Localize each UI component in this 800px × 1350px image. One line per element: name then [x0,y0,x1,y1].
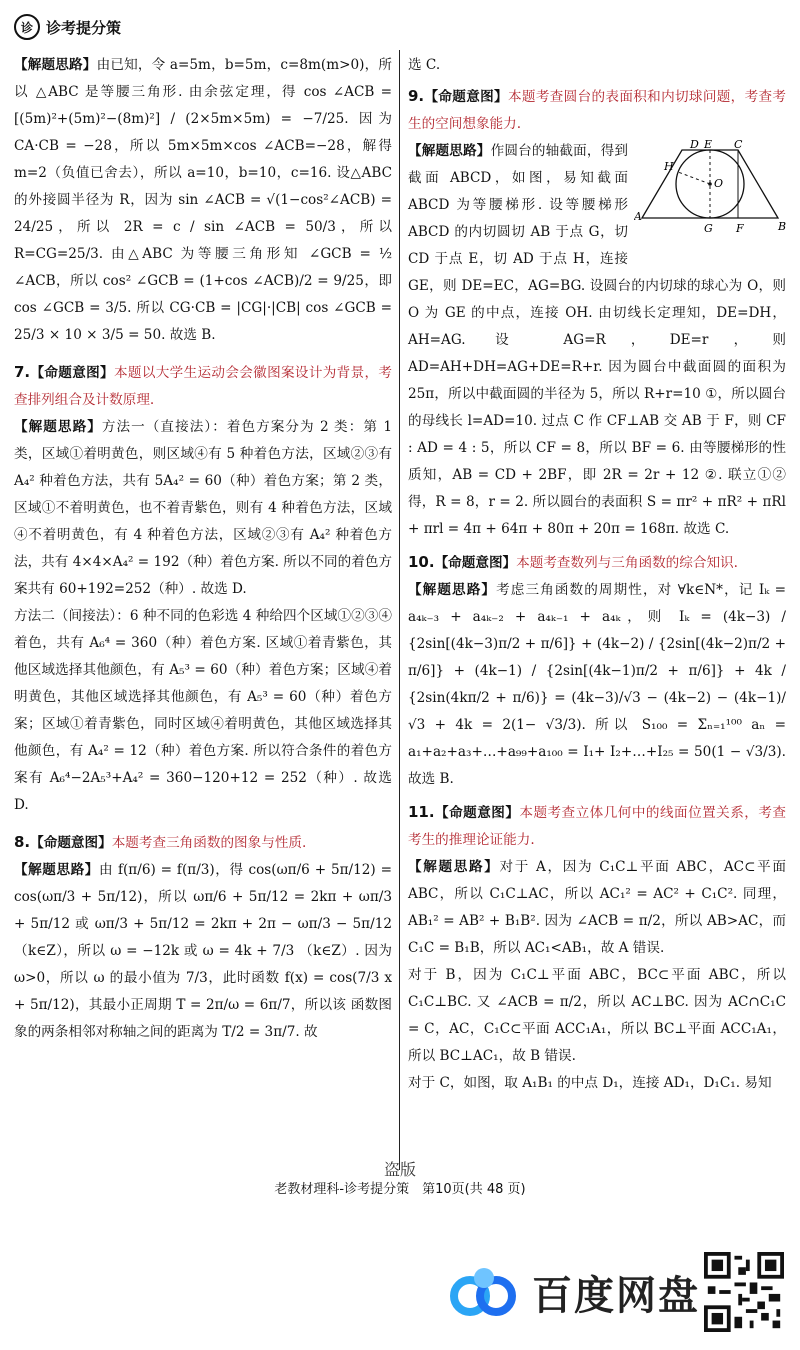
q11-intent-text: 本题考查立体几何中的线面位置关系，考查考生的推理论证能力. [408,805,787,848]
q10-solution [408,577,786,793]
q8-line-2: cos(ωπ/3 + 5π/12)，所以 ωπ/6 + 5π/12 = 2kπ + ωπ/3 + 5π/12 或 ωπ/3 + 5π/12 = [14,889,392,932]
q6-line-9: cos ∠GCB = 3/5. 所以 CG·CB = |CG|·|CB| cos ∠GCB = [14,300,392,316]
frustum-cross-section-diagram [634,140,786,260]
q9-intent [408,83,786,138]
q6-line-3: [(5m)²+(5m)²−(8m)²] / (2×5m×5m) = −7/25. 因为 CA·CB = −28，所以 [14,111,392,154]
baidu-netdisk-name: 百度网盘 [532,1272,700,1319]
page-footer: 老教材理科-诊考提分策 第10页(共 48 页) [274,1182,526,1197]
point-o [708,182,712,186]
q9-number: 9. [408,87,425,105]
q8-solution [14,857,392,1046]
q10-intent-text: 本题考查数列与三角函数的综合知识. [516,555,738,571]
label-h: H [664,160,674,173]
label-d: D [690,140,699,151]
q10-line-1: 考虑三角函数的周期性，对 ∀k∈N*，记 [496,582,754,598]
q8-line-4: （k∈Z）. 因为 ω>0，所以 ω 的最小值为 7/3，此时函数 [14,943,392,986]
q6-line-2: △ABC 是等腰三角形. 由余弦定理，得 cos ∠ACB = [35,84,393,100]
segment-oh [678,172,710,184]
q8-line-6: 函数图象的两条相邻对称轴之间的距离为 T/2 = 3π/7. 故 [14,997,393,1040]
q11-solution-c [408,1070,786,1097]
q7-solution [14,414,392,603]
header-title: 诊考提分策 [46,18,122,37]
q6-line-7: 50/3，所以 R=CG=25/3. 由△ABC 为等腰三角形知 ∠GCB = [14,219,392,262]
q11-solution-tag: 【解题思路】 [408,859,500,875]
label-g: G [704,222,713,235]
q6-line-1: 由已知，令 a=5m，b=5m，c=8m(m>0)，所以 [14,57,392,100]
q10-line-3: (4k−2) / {2sin[(4k−2)π/2 + π/6]} + (4k−1) / {2sin[(4k−1)π/2 + π/6]} + [408,636,786,679]
label-c: C [734,140,743,151]
baidu-netdisk-logo-icon [448,1262,520,1322]
q8-intent [14,829,392,857]
q7-number: 7. [14,363,31,381]
q11-option-c: 对于 C，如图，取 A₁B₁ 的中点 D₁，连接 AD₁，D₁C₁. 易知 [408,1075,772,1091]
q7-method-2: 方法二（间接法）：6 种不同的色彩选 4 种给四个区域①②③④着色，共有 A₆⁴ = 360（种）着色方案. 区域①着青紫色，其他区域选择其他颜色，有 A₅³ = 60（种）着色方案；区域④着明黄色，其他区域选择其他颜色，有 A₅³ = 60（种）着色方案；区域①着青紫色，同时区域④着明黄色，其他区域选择其他颜色，有 A₄² = 12（种）着色方案. 所以符合条件的着色方案有 A₆⁴−2A₅³+A₄² = 360−120+12 = 252（种）. 故选 D. [14,608,392,813]
label-o: O [714,177,724,190]
q8-intent-tag: 【命题意图】 [30,835,112,851]
label-b: B [778,220,786,233]
q11-intent-tag: 【命题意图】 [434,805,520,821]
q10-line-4: 4k / {2sin(4kπ/2 + π/6)} = (4k−3)/√3 − (4k−2) − (4k−1)/√3 + 4k = 2(1− [408,663,786,733]
right-column [408,52,786,1097]
q7-intent-tag: 【命题意图】 [30,365,114,381]
q6-line-10: 25/3 × 10 × 3/5 = 50. 故选 B. [14,327,216,343]
q10-number: 10. [408,553,435,571]
q11-option-b: 对于 B，因为 C₁C⊥平面 ABC，BC⊂平面 ABC，所以 C₁C⊥BC. 又 ∠ACB = π/2，所以 AC⊥BC. 因为 AC∩C₁C = C，AC，C₁C⊂平面 ACC₁A₁，所以 BC⊥平面 ACC₁A₁，所以 BC⊥AC₁，故 B 错误. [408,967,787,1064]
q8-solution-tag: 【解题思路】 [14,862,99,878]
column-divider [399,50,400,1170]
q6-solution-tag: 【解题思路】 [14,57,97,73]
q7-solution-tag: 【解题思路】 [14,419,102,435]
qr-code-icon[interactable] [704,1252,784,1332]
q6-solution [14,52,392,349]
q11-solution-b [408,962,786,1070]
q11-option-a: 对于 A，因为 C₁C⊥平面 ABC，AC⊂平面 ABC，所以 C₁C⊥AC，所以 AC₁² = AC² + C₁C². 同理，AB₁² = AB² + B₁B². 因为 ∠ACB = π/2，所以 AB>AC，而 C₁C = B₁B，所以 AC₁<AB₁，故 A 错误. [408,859,786,956]
q9-solution-tag: 【解题思路】 [408,143,491,159]
q7-method-1: 方法一（直接法）：着色方案分为 2 类：第 1 类，区域①着明黄色，则区域④有 5 种着色方法，区域②③有 A₄² 种着色方法，共有 5A₄² = 60（种）着色方案；第 2 类，区域①不着明黄色，也不着青紫色，则有 4 种着色方法，区域④不着明黄色，有 4 种着色方法，区域②③有 A₄² 种着色方法，共有 4×4×A₄² = 192（种）着色方案. 所以不同的着色方案共有 60+192=252（种）. 故选 D. [14,419,393,597]
q7-method-2-para [14,603,392,819]
label-e: E [704,140,713,151]
q11-solution-a [408,854,786,962]
q11-intent [408,799,786,854]
q9-solution-text: 作圆台的轴截面，得到截面 ABCD，如图，易知截面 ABCD 为等腰梯形. 设等腰梯形 ABCD 的内切圆切 AB 于点 G，切 CD 于点 E，切 AD 于点 H，连接 GE，则 DE=EC，AG=BG. 设圆台的内切球的球心为 O，则 O 为 GE 的中点，连接 OH. 由切线长定理知，DE=DH，AH=AG. 设 AG=R，DE=r，则 AD=AH+DH=AG+DE=R+r. 因为圆台中截面圆的面积为 25π，所以中截面圆的半径为 5，所以 R+r=10 ①，所以圆台的母线长 l=AD=10. 过点 C 作 CF⊥AB 交 AB 于 F，则 CF : AD = 4 : 5，所以 CF = 8，所以 BF = 6. 由等腰梯形的性质知，AB = CD + 2BF，即 2R = 2r + 12 ②. 联立①②得，R = 8，r = 2. 所以圆台的表面积 S = πr² + πR² + πRl + πrl = 4π + 64π + 80π + 20π = 168π. 故选 C. [408,143,786,537]
baidu-netdisk-banner [448,1262,700,1322]
q10-intent-tag: 【命题意图】 [434,555,517,571]
q10-line-6: I₂+…+I₂₅ = 50(1 − √3/3). 故选 B. [408,744,786,787]
q6-line-8: ½ ∠ACB，所以 cos² ∠GCB = (1+cos ∠ACB)/2 = 9/25，即 [14,246,392,289]
q7-intent-text: 本题以大学生运动会会徽图案设计为背景，考查排列组合及计数原理. [14,365,393,408]
watermark-text: 盗版 [383,1160,417,1179]
q8-line-1: 由 f(π/6) = f(π/3)，得 cos(ωπ/6 + 5π/12) = [98,862,393,878]
label-a: A [634,210,642,223]
q8-number: 8. [14,833,31,851]
q6-line-5: a=10，b=10，c=16. 设△ABC 的外接圆半径为 R，因为 [14,165,392,208]
q10-line-5: √3/3). 所以 S₁₀₀ = Σₙ₌₁¹⁰⁰ aₙ = a₁+a₂+a₃+…+a₉₉+a₁₀₀ = I₁+ [408,717,786,760]
q9-intent-tag: 【命题意图】 [424,89,508,105]
q8-intent-text: 本题考查三角函数的图象与性质. [111,835,307,851]
header [14,14,121,40]
q9-intent-text: 本题考查圆台的表面积和内切球问题，考查考生的空间想象能力. [408,89,787,132]
q8-line-3: 2kπ + 2π − ωπ/3 − 5π/12（k∈Z），所以 ω = −12k 或 ω = 4k + 7/3 [14,916,392,959]
q10-intent [408,549,786,577]
q10-solution-tag: 【解题思路】 [408,582,497,598]
q7-intent [14,359,392,414]
q6-line-4: 5m×5m×cos ∠ACB=−28，解得 m=2（负值已舍去），所以 [14,138,392,181]
q8-conclusion: 选 C. [408,57,441,73]
brand-logo-icon: 诊 [14,14,40,40]
q11-number: 11. [408,803,435,821]
label-f: F [736,222,744,235]
left-column [14,52,392,1046]
q6-line-6: sin ∠ACB = √(1−cos²∠ACB) = 24/25，所以 2R = c / sin ∠ACB = [14,192,392,235]
q8-line-5: f(x) = cos(7/3 x + 5π/12)，其最小正周期 T = 2π/ω = 6π/7，所以该 [14,970,393,1013]
q10-line-2: Iₖ = a₄ₖ₋₃ + a₄ₖ₋₂ + a₄ₖ₋₁ + a₄ₖ，则 Iₖ = (4k−3) / {2sin[(4k−3)π/2 + π/6]} + [408,582,787,652]
